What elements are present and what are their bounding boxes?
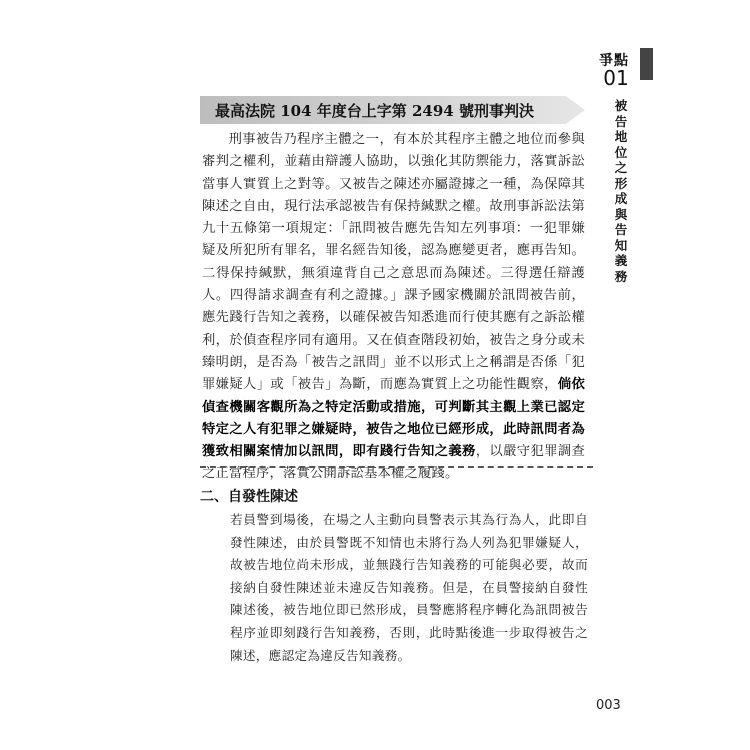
page-number: 003 (596, 698, 621, 713)
point-label: 爭點 (599, 53, 629, 69)
chapter-tab-bar (640, 48, 653, 80)
section-heading: 二、自發性陳述 (200, 489, 298, 505)
case-body-paragraph (202, 129, 585, 486)
body-text-part-1: 刑事被告乃程序主體之一，有本於其程序主體之地位而參與審判之權利，並藉由辯護人協助，以強化其防禦能力，落實訴訟當事人實質上之對等。又被告之陳述亦屬證據之一種，為保障其陳述之自由，現行法承認被告有保持緘默之權。故刑事訴訟法第九十五條第一項規定：「訊問被告應先告知左列事項：一犯罪嫌疑及所犯所有罪名，罪名經告知後，認為應變更者，應再告知。二得保持緘默，無須違背自己之意思而為陳述。三得選任辯護人。四得請求調查有利之證據。」課予國家機關於訊問被告前，應先踐行告知之義務，以確保被告知悉進而行使其應有之訴訟權利，於偵查程序同有適用。又在偵查階段初始，被告之身分或未臻明朗，是否為「被告之訊問」並不以形式上之稱謂是否係「犯罪嫌疑人」或「被告」為斷，而應為實質上之功能性觀察， (202, 132, 585, 393)
vertical-chapter-title: 被告地位之形成與告知義務 (614, 98, 628, 284)
body-text-part-2: ，以嚴守犯罪調查之正當程序，落實公開訴訟基本權之履踐。 (202, 444, 585, 482)
point-number: 01 (603, 66, 629, 90)
body-text-bold: 倘依偵查機關客觀所為之特定活動或措施，可判斷其主觀上業已認定特定之人有犯罪之嫌疑時，被告之地位已經形成，此時訊問者為獲致相關案情加以訊問，即有踐行告知之義務 (202, 377, 585, 460)
case-title: 最高法院 104 年度台上字第 2494 號刑事判決 (215, 102, 534, 120)
section-paragraph: 若員警到場後，在場之人主動向員警表示其為行為人，此即自發性陳述，由於員警既不知情也未將行為人列為犯罪嫌疑人，故被告地位尚未形成，並無踐行告知義務的可能與必要，故而接納自發性陳述並未違反告知義務。但是，在員警接納自發性陳述後，被告地位即已然形成，員警應將程序轉化為訊問被告程序並即刻踐行告知義務，否則，此時點後進一步取得被告之陳述，應認定為違反告知義務。 (230, 512, 588, 663)
dashed-divider (200, 466, 593, 468)
